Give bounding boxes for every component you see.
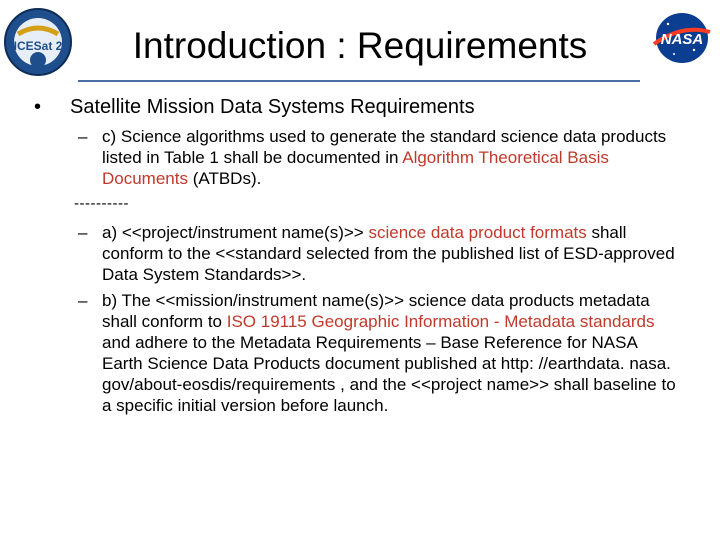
req-c-highlight: Algorithm Theoretical Basis Documents — [102, 148, 609, 188]
requirement-text — [102, 222, 682, 285]
dash-icon: – — [78, 223, 88, 242]
logo-left-label: ICESat 2 — [13, 39, 63, 53]
separator-line: ---------- — [74, 195, 129, 212]
icesat2-logo — [4, 4, 72, 80]
req-a-text-2: shall conform to the <<standard selected from the published list of ESD-approved Data System Standards>>. — [102, 223, 675, 284]
requirement-text — [102, 126, 682, 189]
req-a-highlight: science data product formats — [368, 223, 587, 242]
req-c-text-2: (ATBDs). — [187, 169, 262, 188]
req-a-text-1: a) <<project/instrument name(s)>> — [102, 223, 369, 242]
bullet-icon: • — [34, 96, 42, 118]
title-underline — [78, 80, 640, 82]
slide-title: Introduction : Requirements — [132, 25, 588, 66]
dash-icon: – — [78, 291, 88, 310]
req-b-text-2: and adhere to the Metadata Requirements – Base Reference for NASA Earth Science Data Products document published at http: //earthdata. nasa. gov/about-eosdis/requirements , and the <<project name>> shall baseline to a specific initial version before launch. — [102, 333, 676, 415]
dash-icon: – — [78, 127, 88, 146]
nasa-logo — [650, 10, 714, 66]
req-c-text-1: c) Science algorithms used to generate the standard science data products listed in Table 1 shall be documented in — [102, 127, 667, 167]
main-bullet-text: Satellite Mission Data Systems Requirements — [70, 96, 475, 118]
requirement-text — [102, 290, 682, 416]
req-b-text-1: b) The <<mission/instrument name(s)>> science data products metadata shall conform to — [102, 291, 650, 331]
req-b-highlight: ISO 19115 Geographic Information - Metadata standards — [226, 312, 655, 331]
logo-right-label: NASA — [660, 31, 704, 48]
